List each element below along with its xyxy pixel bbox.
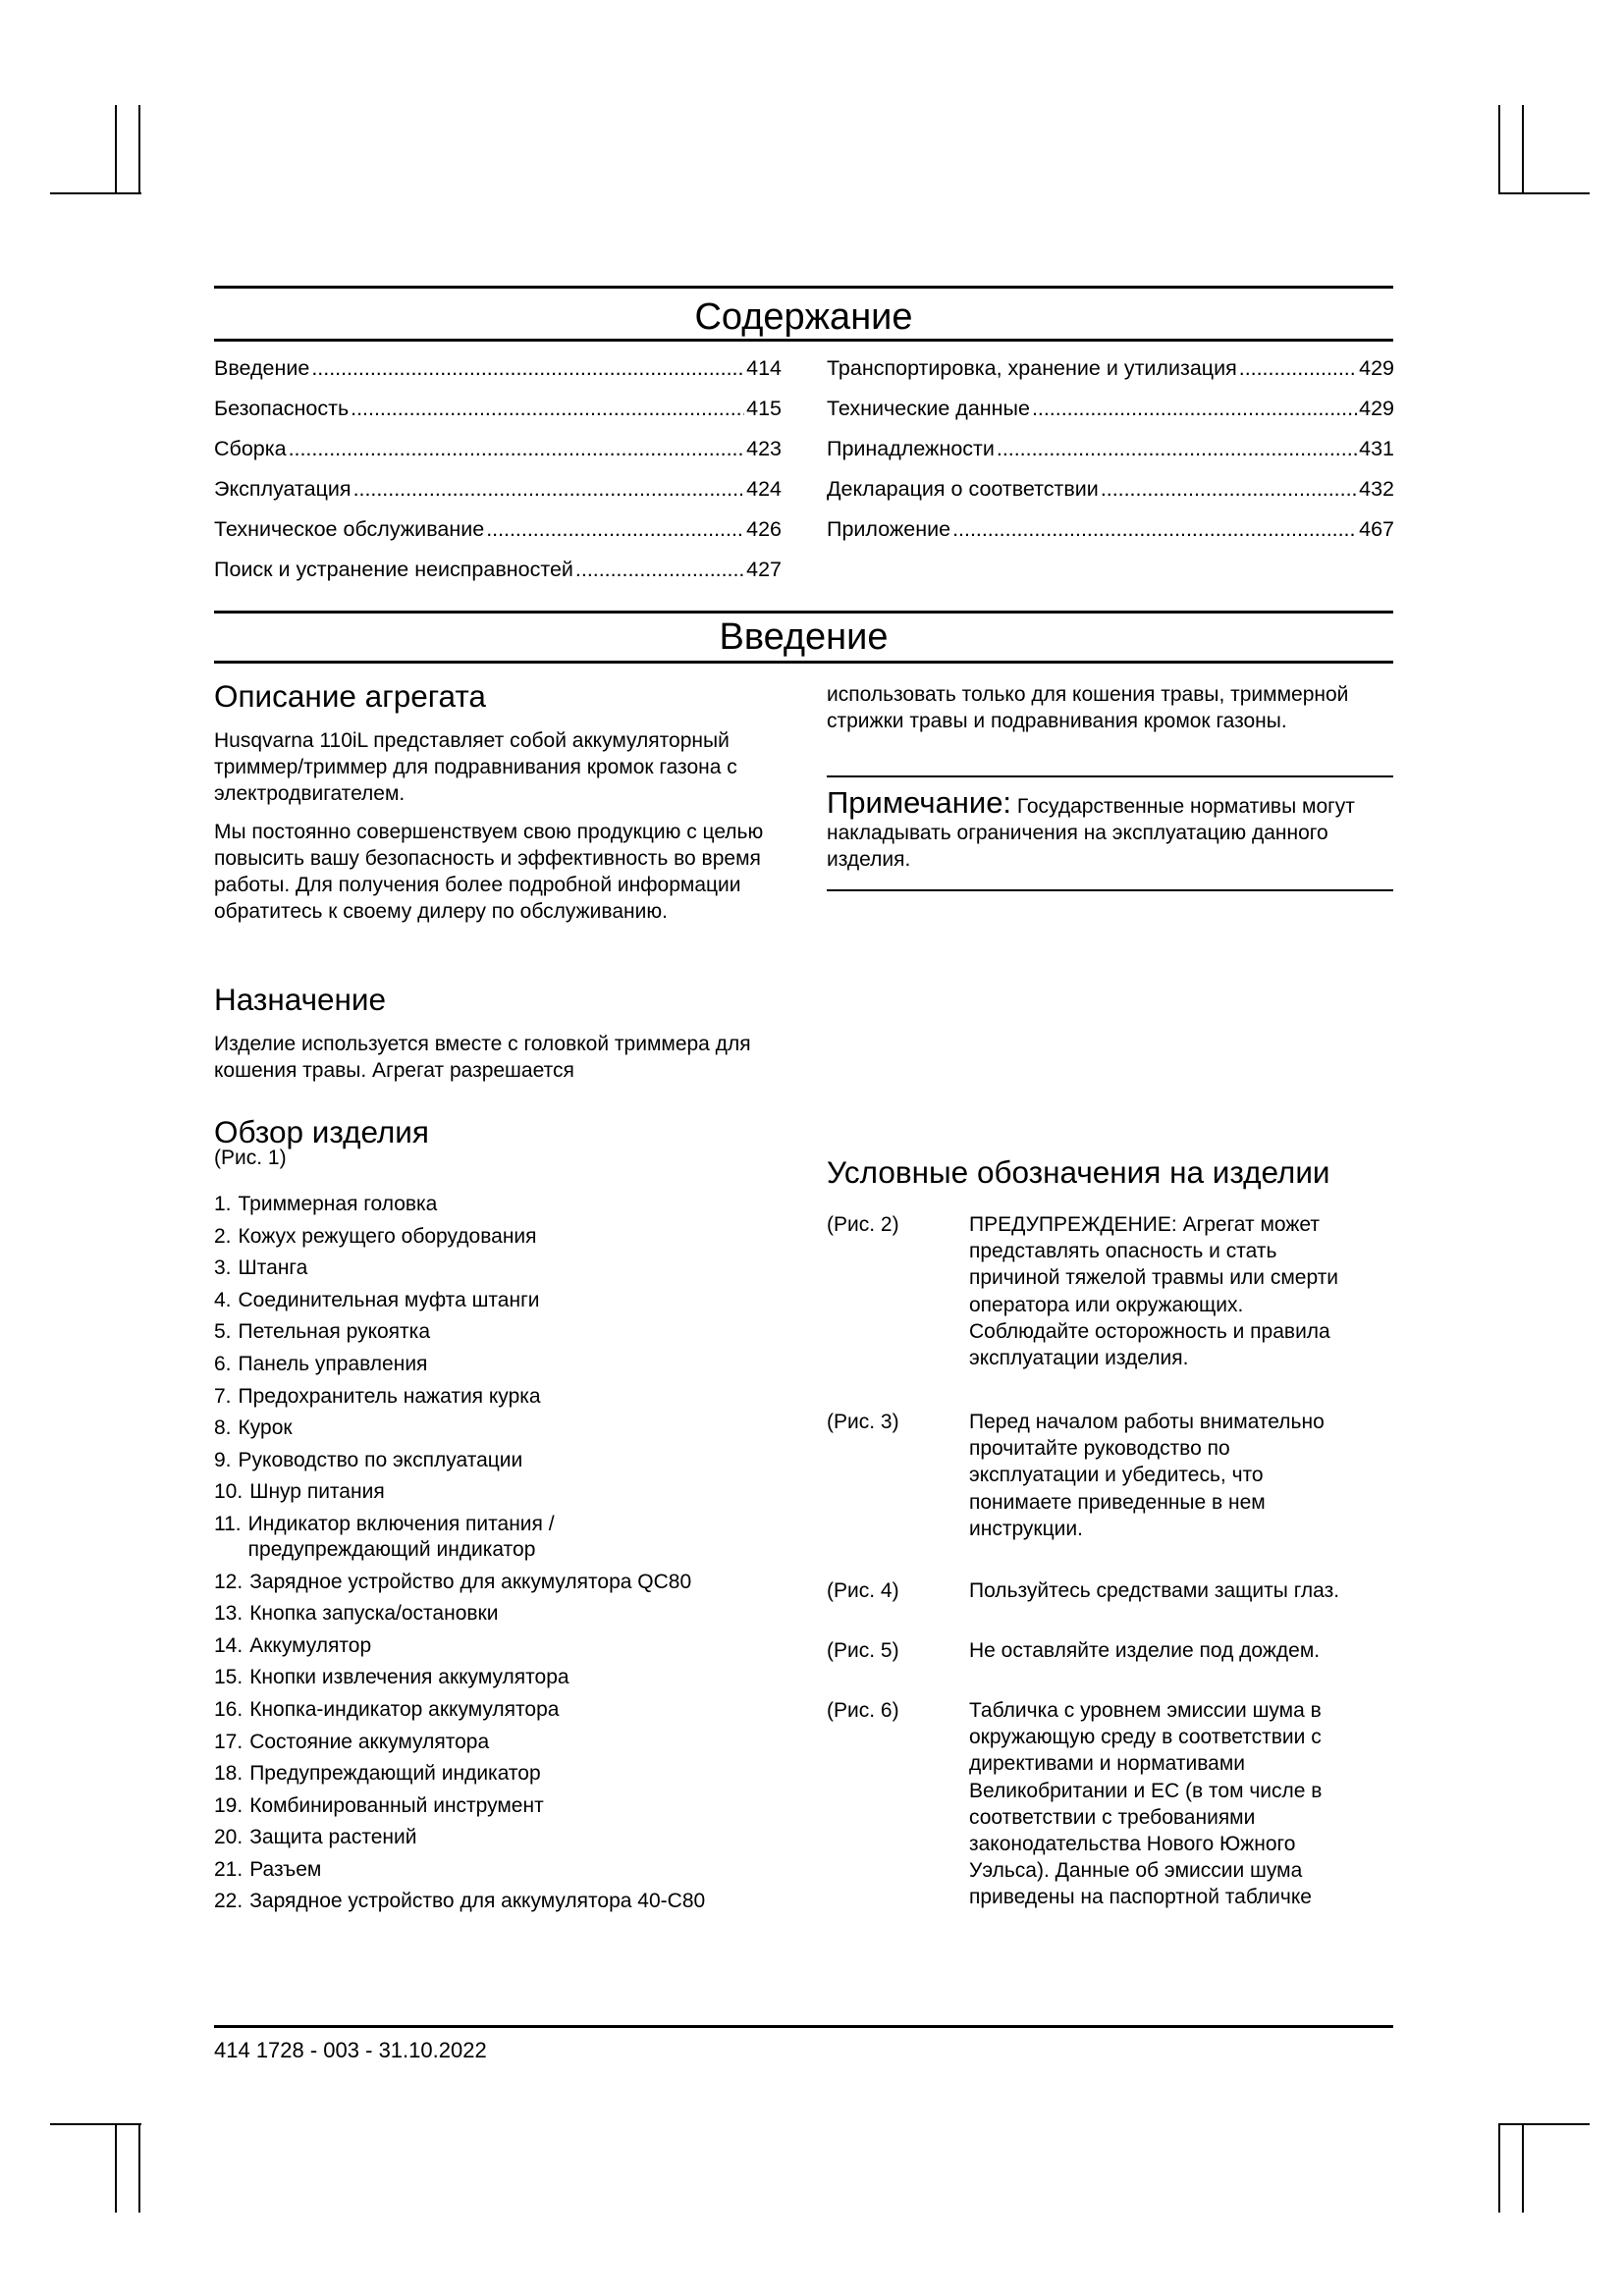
list-item: 16. Кнопка-индикатор аккумулятора (214, 1697, 560, 1721)
footer-rule (214, 2025, 1393, 2028)
symbol-text: Табличка с уровнем эмиссии шума в окружающую среду в соответствии с директивами и нормативами Великобритании и ЕС (в том числе в соответствии с требованиями законодательства Нового Южного Уэльса). Данные об эмиссии шума приведены на паспортной табличке (969, 1699, 1323, 1909)
symbol-fig-ref: (Рис. 2) (827, 1213, 899, 1236)
list-item: 18. Предупреждающий индикатор (214, 1762, 541, 1786)
symbol-fig-ref: (Рис. 4) (827, 1579, 899, 1602)
purpose-continued-block (827, 681, 1396, 734)
overview-list (214, 1192, 784, 1921)
list-item: 11. Индикатор включения питания / предупреждающий индикатор (214, 1512, 555, 1561)
overview-header (214, 1113, 784, 1171)
symbol-text: Не оставляйте изделие под дождем. (969, 1639, 1321, 1662)
toc-left-column (214, 355, 782, 597)
intro-heading: Введение (719, 616, 889, 658)
note-bottom-rule (827, 889, 1393, 891)
toc-entry[interactable]: Приложение . . . 467 (827, 516, 1394, 557)
list-item: 10. Шнур питания (214, 1480, 385, 1504)
document-code: 414 1728 - 003 - 31.10.2022 (214, 2038, 487, 2062)
symbol-text: Перед началом работы внимательно прочитайте руководство по эксплуатации и убедитесь, что понимаете приведенные в нем инструкции. (969, 1411, 1325, 1540)
list-item: 19. Комбинированный инструмент (214, 1793, 544, 1817)
intro-top-rule (214, 611, 1393, 614)
symbol-fig-ref: (Рис. 5) (827, 1639, 899, 1662)
symbol-fig-ref: (Рис. 3) (827, 1411, 899, 1433)
overview-title: Обзор изделия (214, 1114, 429, 1149)
symbols-title: Условные обозначения на изделии (827, 1154, 1330, 1190)
list-item: 12. Зарядное устройство для аккумулятора QC80 (214, 1570, 692, 1593)
purpose-paragraph: Изделие используется вместе с головкой триммера для кошения травы. Агрегат разрешается (214, 1033, 751, 1083)
list-item: 7. Предохранитель нажатия курка (214, 1384, 541, 1408)
symbol-row (827, 1697, 1396, 1911)
note-label: Примечание: (827, 785, 1012, 820)
description-block (214, 677, 784, 925)
toc-entry[interactable]: Техническое обслуживание . . . 426 (214, 516, 782, 557)
purpose-block (214, 981, 784, 1084)
toc-right-column (827, 355, 1394, 557)
list-item: 3. Штанга (214, 1256, 308, 1280)
list-item: 5. Петельная рукоятка (214, 1320, 430, 1344)
symbol-fig-ref: (Рис. 6) (827, 1699, 899, 1722)
toc-entry[interactable]: Технические данные . . . 429 (827, 396, 1394, 436)
toc-entry[interactable]: Транспортировка, хранение и утилизация . . . 429 (827, 355, 1394, 396)
list-item: 2. Кожух режущего оборудования (214, 1224, 537, 1248)
list-item: 9. Руководство по эксплуатации (214, 1448, 523, 1471)
overview-fig-ref: (Рис. 1) (214, 1147, 287, 1169)
toc-top-rule (214, 286, 1393, 289)
note-block (827, 785, 1377, 874)
toc-entry[interactable]: Декларация о соответствии . . . 432 (827, 476, 1394, 516)
toc-entry[interactable]: Принадлежности . . . 431 (827, 436, 1394, 476)
description-paragraph-1: Husqvarna 110iL представляет собой аккумуляторный триммер/триммер для подравнивания кромок газона с электродвигателем. (214, 729, 737, 806)
toc-entry[interactable]: Безопасность . . . 415 (214, 396, 782, 436)
symbol-text: ПРЕДУПРЕЖДЕНИЕ: Агрегат может представлять опасность и стать причиной тяжелой травмы или смерти оператора или окружающих. Соблюдайте осторожность и правила эксплуатации изделия. (969, 1213, 1339, 1370)
list-item: 21. Разъем (214, 1857, 322, 1881)
note-top-rule (827, 775, 1393, 777)
list-item: 17. Состояние аккумулятора (214, 1730, 490, 1753)
list-item: 8. Курок (214, 1416, 293, 1440)
toc-entry[interactable]: Сборка . . . 423 (214, 436, 782, 476)
toc-heading: Содержание (694, 296, 913, 338)
note-text: Государственные нормативы могут накладывать ограничения на эксплуатацию данного изделия. (827, 795, 1355, 872)
list-item: 22. Зарядное устройство для аккумулятора 40-C80 (214, 1890, 706, 1913)
list-item: 15. Кнопки извлечения аккумулятора (214, 1666, 569, 1689)
symbol-row (827, 1211, 1396, 1371)
symbol-row (827, 1577, 1396, 1604)
list-item: 1. Триммерная головка (214, 1193, 438, 1215)
list-item: 6. Панель управления (214, 1352, 428, 1375)
symbol-row (827, 1409, 1396, 1542)
toc-entry[interactable]: Введение . . . 414 (214, 355, 782, 396)
description-title: Описание агрегата (214, 678, 486, 714)
list-item: 14. Аккумулятор (214, 1633, 372, 1657)
list-item: 20. Защита растений (214, 1826, 417, 1849)
toc-entry[interactable]: Поиск и устранение неисправностей . . . 427 (214, 557, 782, 597)
toc-entry[interactable]: Эксплуатация . . . 424 (214, 476, 782, 516)
description-paragraph-2: Мы постоянно совершенствуем свою продукцию с целью повысить вашу безопасность и эффективность во время работы. Для получения более подробной информации обратитесь к своему дилеру по обслуживанию. (214, 820, 764, 924)
symbol-row (827, 1637, 1396, 1664)
purpose-title: Назначение (214, 982, 387, 1017)
symbols-header (827, 1153, 1396, 1191)
intro-bottom-rule (214, 661, 1393, 664)
list-item: 4. Соединительная муфта штанги (214, 1288, 540, 1311)
symbol-text: Пользуйтесь средствами защиты глаз. (969, 1579, 1340, 1602)
toc-bottom-rule (214, 339, 1393, 342)
list-item: 13. Кнопка запуска/остановки (214, 1602, 499, 1626)
purpose-paragraph-continued: использовать только для кошения травы, триммерной стрижки травы и подравнивания кромок газоны. (827, 683, 1349, 733)
